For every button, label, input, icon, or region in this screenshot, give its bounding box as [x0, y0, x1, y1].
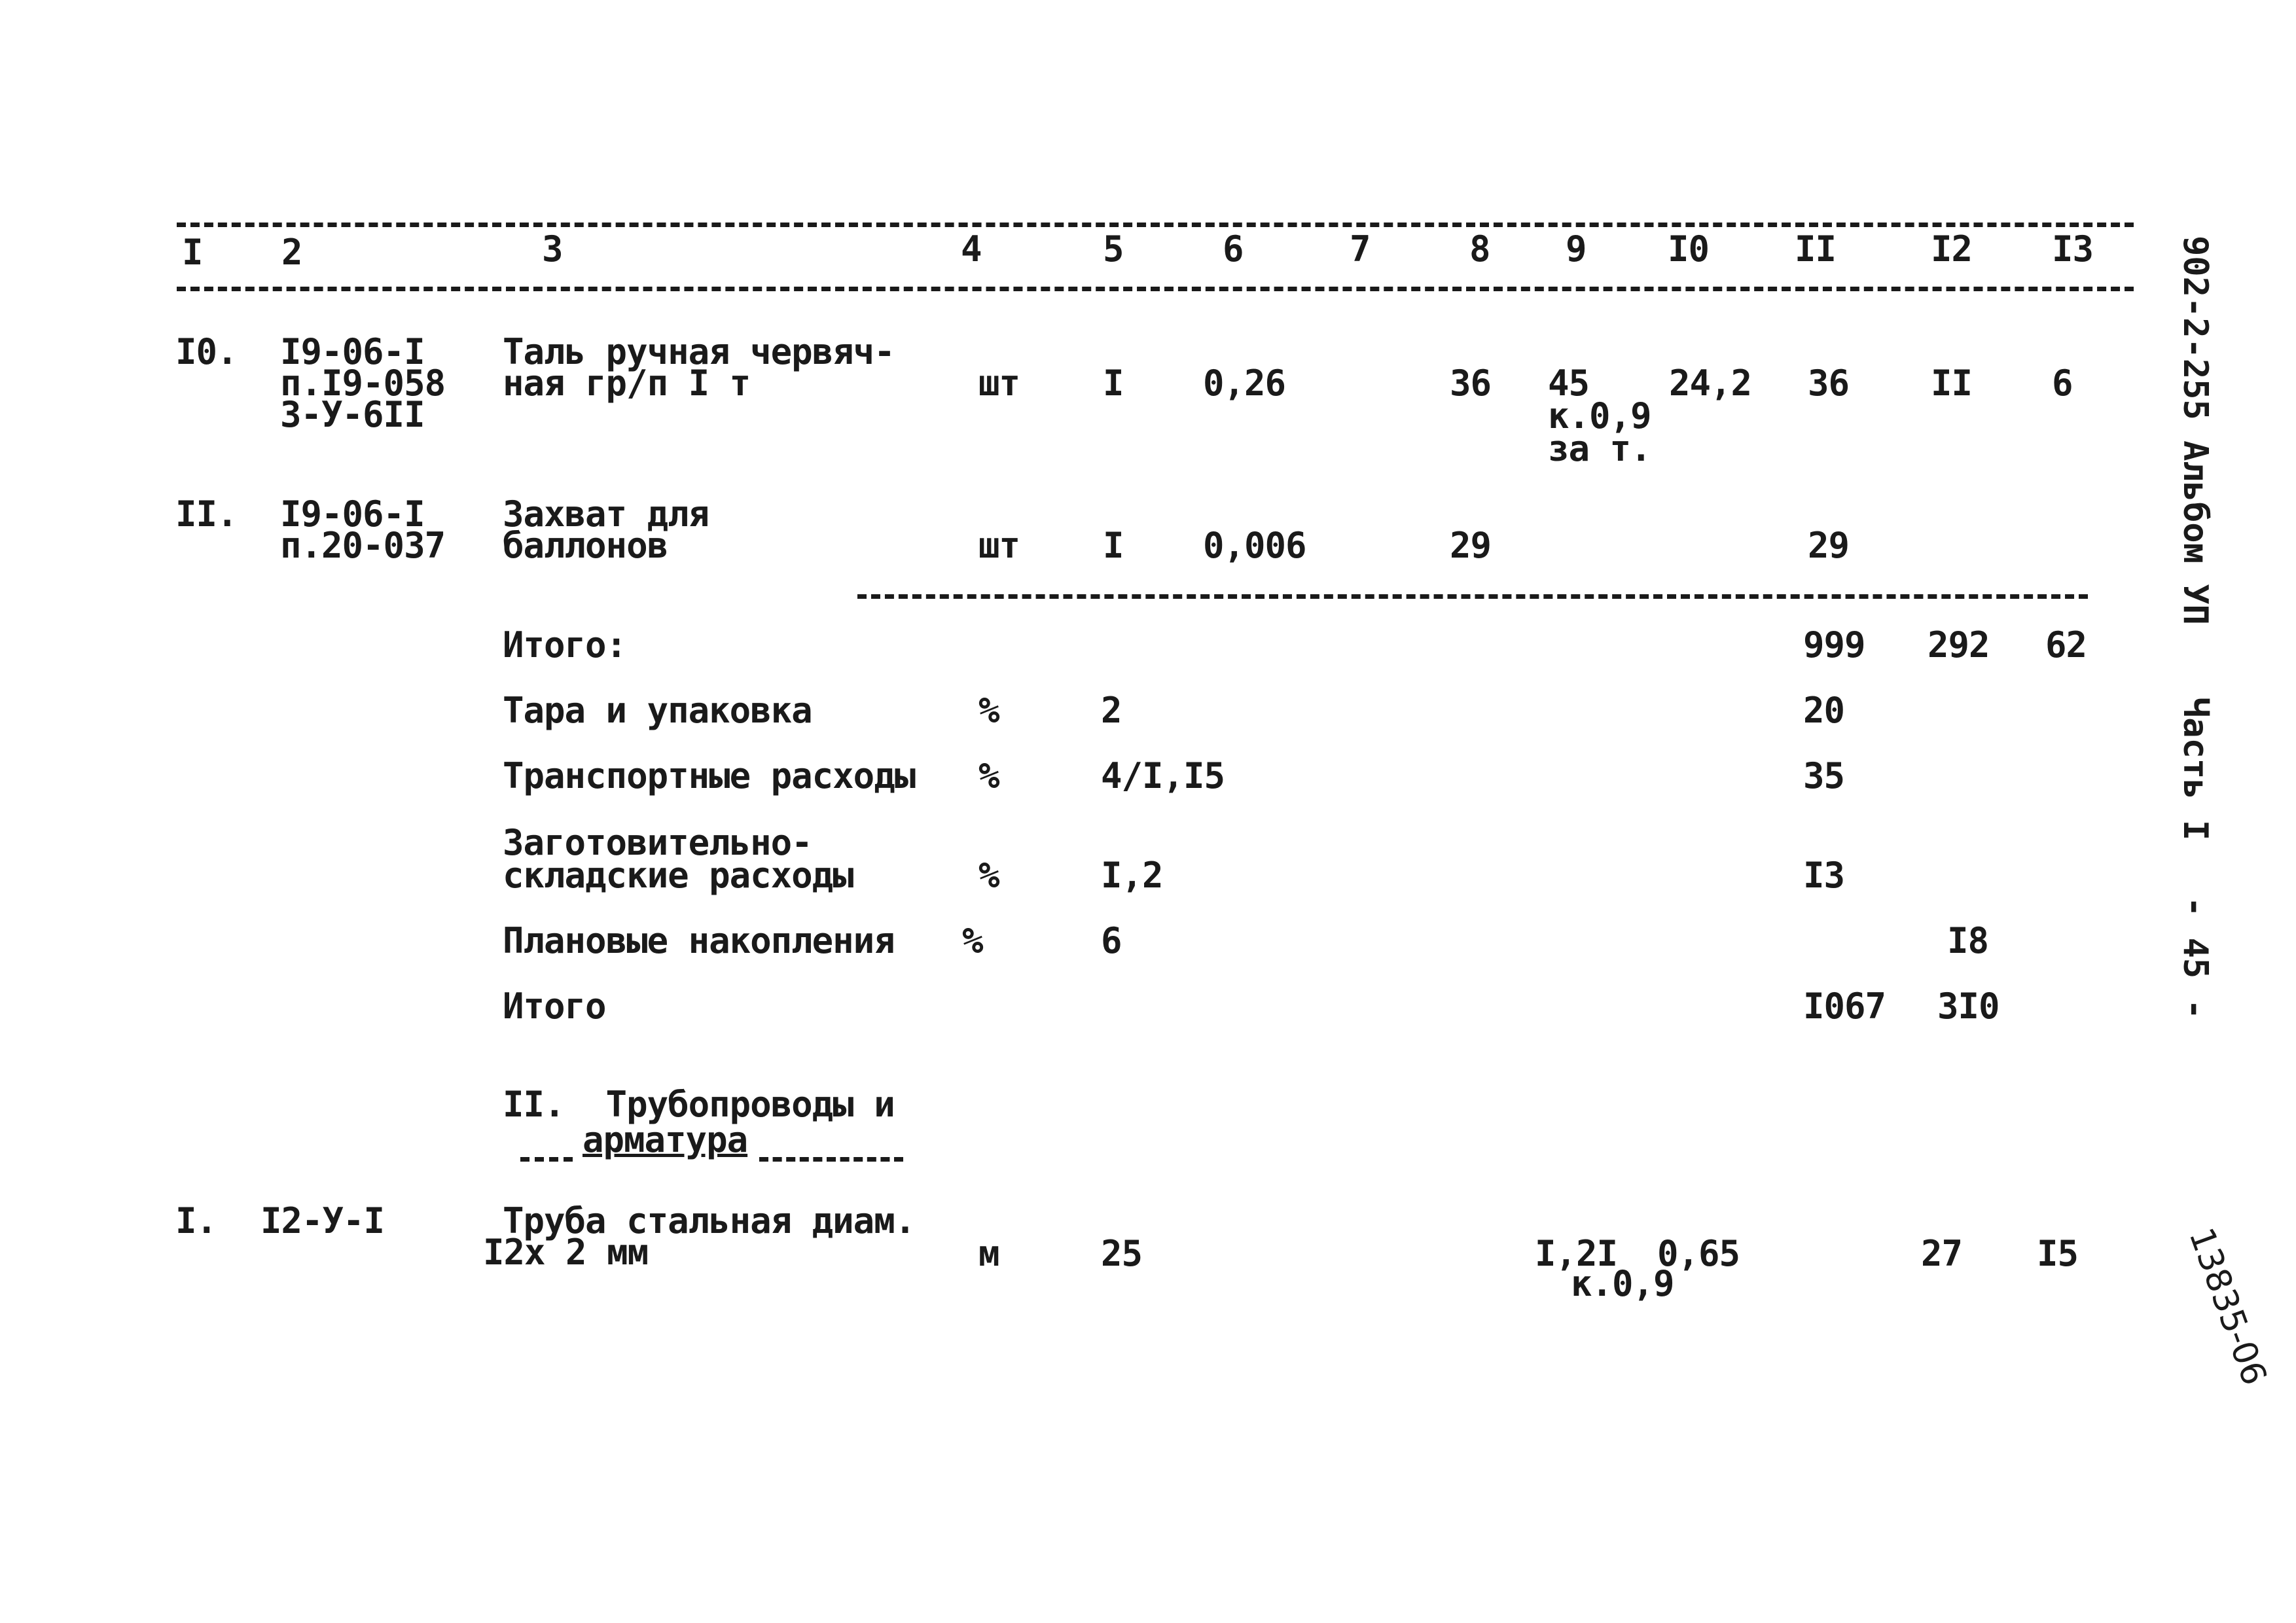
header-top-rule	[177, 223, 2134, 227]
document-part: Часть I	[2176, 697, 2215, 841]
subtotal-rule	[857, 594, 2088, 599]
summary-unit: %	[978, 855, 999, 896]
row-col9-line: к.0,9	[1548, 395, 1651, 437]
summary-value: 4/I,I5	[1101, 755, 1225, 796]
summary-col13: 62	[2045, 624, 2087, 666]
summary-label: Плановые накопления	[503, 920, 895, 961]
summary-label: Итого	[503, 986, 606, 1027]
row-col10: 24,2	[1669, 363, 1752, 404]
col-header-11: II	[1795, 228, 1837, 270]
summary-col11: 20	[1803, 690, 1845, 731]
col-header-10: I0	[1668, 228, 1710, 270]
col-header-2: 2	[281, 232, 302, 273]
row-col9-line: 45	[1548, 363, 1590, 404]
row-code-line: I9-06-I	[280, 331, 425, 372]
row-code-line: 3-У-6II	[280, 394, 425, 435]
summary-unit: %	[978, 755, 999, 796]
row-number: II.	[175, 493, 238, 535]
col-header-8: 8	[1469, 228, 1490, 270]
summary-value: I,2	[1101, 855, 1163, 896]
row-col13: I5	[2037, 1233, 2079, 1274]
row-code-line: I2-У-I	[260, 1200, 385, 1241]
row-name-line: баллонов	[503, 525, 668, 566]
row-col10: 0,65	[1657, 1233, 1740, 1274]
row-unit: шт	[978, 525, 1020, 566]
summary-col12: I8	[1947, 920, 1989, 961]
row-quantity: I	[1103, 363, 1124, 404]
row-col12: 27	[1921, 1233, 1963, 1274]
summary-unit: %	[978, 690, 999, 731]
col-header-4: 4	[961, 228, 982, 270]
col-header-3: 3	[542, 228, 563, 270]
summary-label: Итого:	[503, 624, 627, 666]
page-number: - 45 -	[2176, 897, 2215, 1020]
row-name-line: I2х 2 мм	[483, 1232, 649, 1273]
header-bottom-rule	[177, 287, 2134, 291]
summary-col12: 3I0	[1937, 986, 2000, 1027]
section-title-line: II. Трубопроводы и	[503, 1084, 895, 1125]
summary-value: 2	[1101, 690, 1122, 731]
row-quantity: 25	[1101, 1233, 1143, 1274]
row-col9-line: к.0,9	[1571, 1263, 1674, 1304]
row-col6: 0,006	[1203, 525, 1306, 566]
row-code-line: I9-06-I	[280, 493, 425, 535]
row-name-line: Труба стальная диам.	[503, 1200, 916, 1241]
row-col11: 29	[1808, 525, 1850, 566]
row-number: I.	[175, 1200, 217, 1241]
row-col6: 0,26	[1203, 363, 1286, 404]
col-header-7: 7	[1350, 228, 1371, 270]
col-header-1: I	[182, 232, 203, 273]
section-title-line: арматура	[583, 1119, 748, 1160]
row-col8: 36	[1450, 363, 1492, 404]
row-code-line: п.20-037	[280, 525, 446, 566]
col-header-6: 6	[1223, 228, 1244, 270]
summary-col11: 35	[1803, 755, 1845, 796]
col-header-12: I2	[1931, 228, 1973, 270]
col-header-13: I3	[2052, 228, 2094, 270]
summary-label: Заготовительно-	[503, 822, 812, 863]
row-col12: II	[1931, 363, 1973, 404]
row-quantity: I	[1103, 525, 1124, 566]
summary-col11: I067	[1803, 986, 1886, 1027]
summary-unit: %	[962, 920, 983, 961]
row-name-line: ная гр/п I т	[503, 363, 751, 404]
section-underline-left	[520, 1157, 573, 1162]
row-unit: м	[978, 1233, 999, 1274]
summary-col12: 292	[1928, 624, 1990, 666]
row-col9-line: за т.	[1548, 428, 1651, 469]
document-reference: 902-2-255 Альбом УП	[2176, 236, 2215, 625]
summary-label: складские расходы	[503, 855, 853, 896]
row-col9-line: I,2I	[1535, 1233, 1618, 1274]
row-unit: шт	[978, 363, 1020, 404]
row-number: I0.	[175, 331, 238, 372]
summary-col11: I3	[1803, 855, 1845, 896]
summary-col11: 999	[1803, 624, 1865, 666]
summary-label: Транспортные расходы	[503, 755, 916, 796]
summary-label: Тара и упаковка	[503, 690, 812, 731]
col-header-5: 5	[1103, 228, 1124, 270]
row-col11: 36	[1808, 363, 1850, 404]
row-col8: 29	[1450, 525, 1492, 566]
inventory-number: 13835-06	[2181, 1222, 2274, 1391]
row-name-line: Таль ручная червяч-	[503, 331, 895, 372]
row-col13: 6	[2052, 363, 2073, 404]
row-name-line: Захват для	[503, 493, 709, 535]
col-header-9: 9	[1566, 228, 1587, 270]
summary-value: 6	[1101, 920, 1122, 961]
row-code-line: п.I9-058	[280, 363, 446, 404]
section-underline-right	[759, 1157, 903, 1162]
